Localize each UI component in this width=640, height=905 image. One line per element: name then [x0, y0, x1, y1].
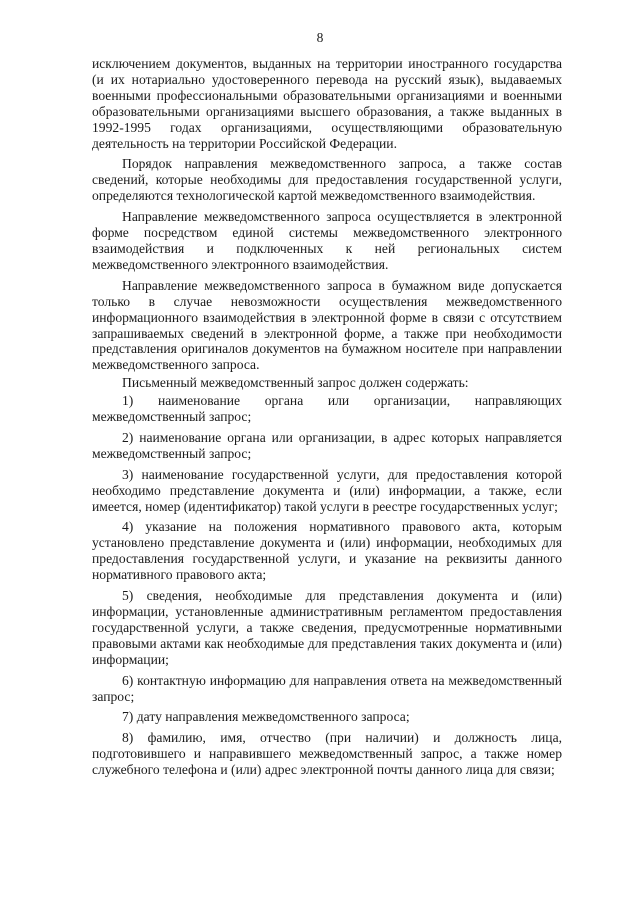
- paragraph-electronic-request: Направление межведомственного запроса осуществляется в электронной форме посредством единой системы межведомственного электронного взаимодействия и подключенных к ней региональных систем межведомственного электронного взаимодействия.: [92, 209, 562, 272]
- paragraph-request-procedure: Порядок направления межведомственного запроса, а также состав сведений, которые необходимы для предоставления государственной услуги, определяются технологической картой межведомственного взаимодействия.: [92, 156, 562, 204]
- list-item-8: 8) фамилию, имя, отчество (при наличии) и должность лица, подготовившего и направившего межведомственный запрос, а также номер служебного телефона и (или) адрес электронной почты данного лица для связи;: [92, 730, 562, 778]
- list-item-6: 6) контактную информацию для направления ответа на межведомственный запрос;: [92, 672, 562, 704]
- list-item-5: 5) сведения, необходимые для представления документа и (или) информации, установленные административным регламентом предоставления государственной услуги, а также сведения, предусмотренные нормативными правовыми актами как необходимые для представления таких документа и (или) информации;: [92, 588, 562, 667]
- paragraph-request-contents-intro: Письменный межведомственный запрос должен содержать:: [122, 375, 469, 391]
- paragraph-continuation: исключением документов, выданных на территории иностранного государства (и их нотариально удостоверенного перевода на русский язык), выдаваемых военными профессиональными образовательными организациями и военными образовательными организациями высшего образования, а также выданных в 1992-1995 годах организациями, осуществляющими образовательную деятельность на территории Российской Федерации.: [92, 56, 562, 151]
- list-item-1: 1) наименование органа или организации, направляющих межведомственный запрос;: [92, 393, 562, 425]
- document-body: [92, 56, 562, 783]
- list-item-3: 3) наименование государственной услуги, для предоставления которой необходимо представление документа и (или) информации, а также, если имеется, номер (идентификатор) такой услуги в реестре государственных услуг;: [92, 466, 562, 514]
- list-item-2: 2) наименование органа или организации, в адрес которых направляется межведомственный запрос;: [92, 429, 562, 461]
- list-item-7: 7) дату направления межведомственного запроса;: [122, 709, 410, 725]
- list-item-4: 4) указание на положения нормативного правового акта, которым установлено представление документа и (или) информации, необходимых для предоставления государственной услуги, и указание на реквизиты данного нормативного правового акта;: [92, 519, 562, 583]
- paragraph-paper-request: Направление межведомственного запроса в бумажном виде допускается только в случае невозможности осуществления межведомственного информационного взаимодействия в электронной форме в связи с отсутствием запрашиваемых сведений в электронной форме, а также при необходимости представления оригиналов документов на бумажном носителе при направлении межведомственного запроса.: [92, 277, 562, 373]
- page-number: 8: [316, 30, 324, 45]
